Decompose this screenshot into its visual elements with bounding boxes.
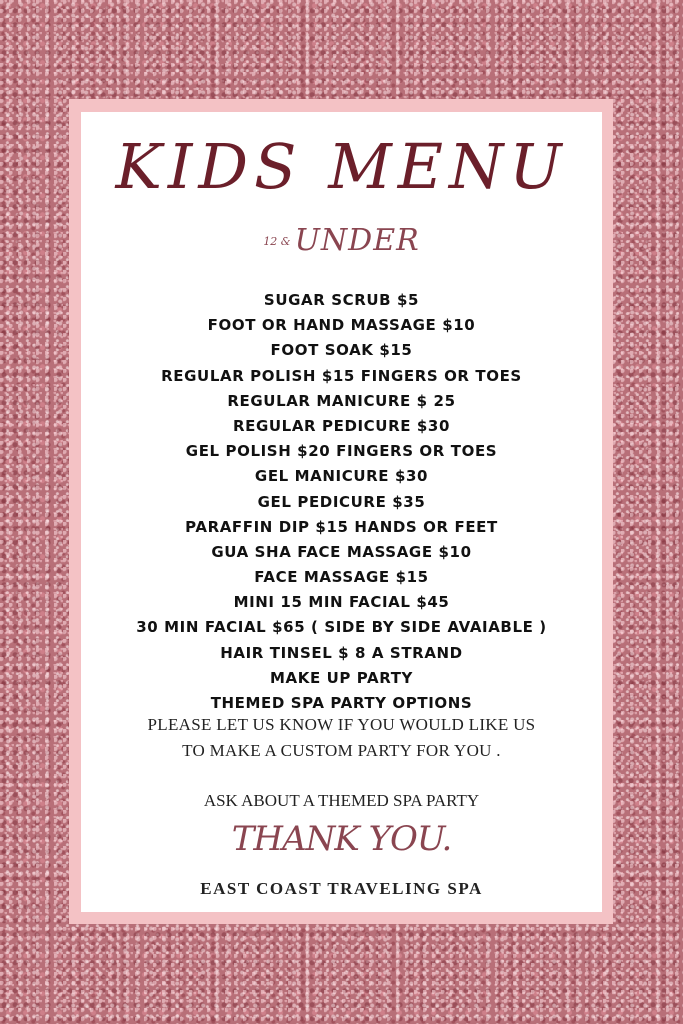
- age-subtitle: [0, 223, 683, 258]
- menu-item: GEL POLISH $20 FINGERS OR TOES: [185, 442, 498, 461]
- menu-item: GEL PEDICURE $35: [257, 492, 426, 511]
- note-line-2: TO MAKE A CUSTOM PARTY FOR YOU .: [182, 741, 501, 760]
- menu-title: KIDS MENU: [115, 130, 568, 203]
- menu-item: FOOT SOAK $15: [270, 341, 413, 360]
- menu-item: THEMED SPA PARTY OPTIONS: [210, 694, 473, 712]
- menu-item: MAKE UP PARTY: [269, 668, 414, 687]
- age-word: UNDER: [294, 223, 420, 258]
- menu-item: GUA SHA FACE MASSAGE $10: [211, 542, 472, 561]
- thank-you-text: THANK YOU.: [231, 819, 452, 859]
- age-prefix: 12 &: [263, 234, 291, 248]
- business-name: EAST COAST TRAVELING SPA: [200, 879, 483, 898]
- menu-item: 30 MIN FACIAL $65 ( SIDE BY SIDE AVAIABLE ): [136, 618, 547, 637]
- menu-item: PARAFFIN DIP $15 HANDS OR FEET: [185, 517, 498, 536]
- menu-item: GEL MANICURE $30: [254, 467, 429, 486]
- note-line-1: PLEASE LET US KNOW IF YOU WOULD LIKE US: [147, 715, 536, 734]
- menu-item: HAIR TINSEL $ 8 A STRAND: [220, 643, 463, 662]
- menu-item: SUGAR SCRUB $5: [263, 291, 420, 309]
- menu-item: FACE MASSAGE $15: [254, 568, 429, 587]
- menu-item: REGULAR MANICURE $ 25: [227, 391, 456, 410]
- menu-item: REGULAR PEDICURE $30: [232, 416, 451, 435]
- menu-item: REGULAR POLISH $15 FINGERS OR TOES: [161, 366, 522, 385]
- service-list: [81, 288, 602, 716]
- menu-item: MINI 15 MIN FACIAL $45: [233, 593, 450, 612]
- custom-party-note: [81, 712, 602, 764]
- menu-item: FOOT OR HAND MASSAGE $10: [207, 316, 476, 335]
- themed-party-prompt: ASK ABOUT A THEMED SPA PARTY: [203, 791, 480, 810]
